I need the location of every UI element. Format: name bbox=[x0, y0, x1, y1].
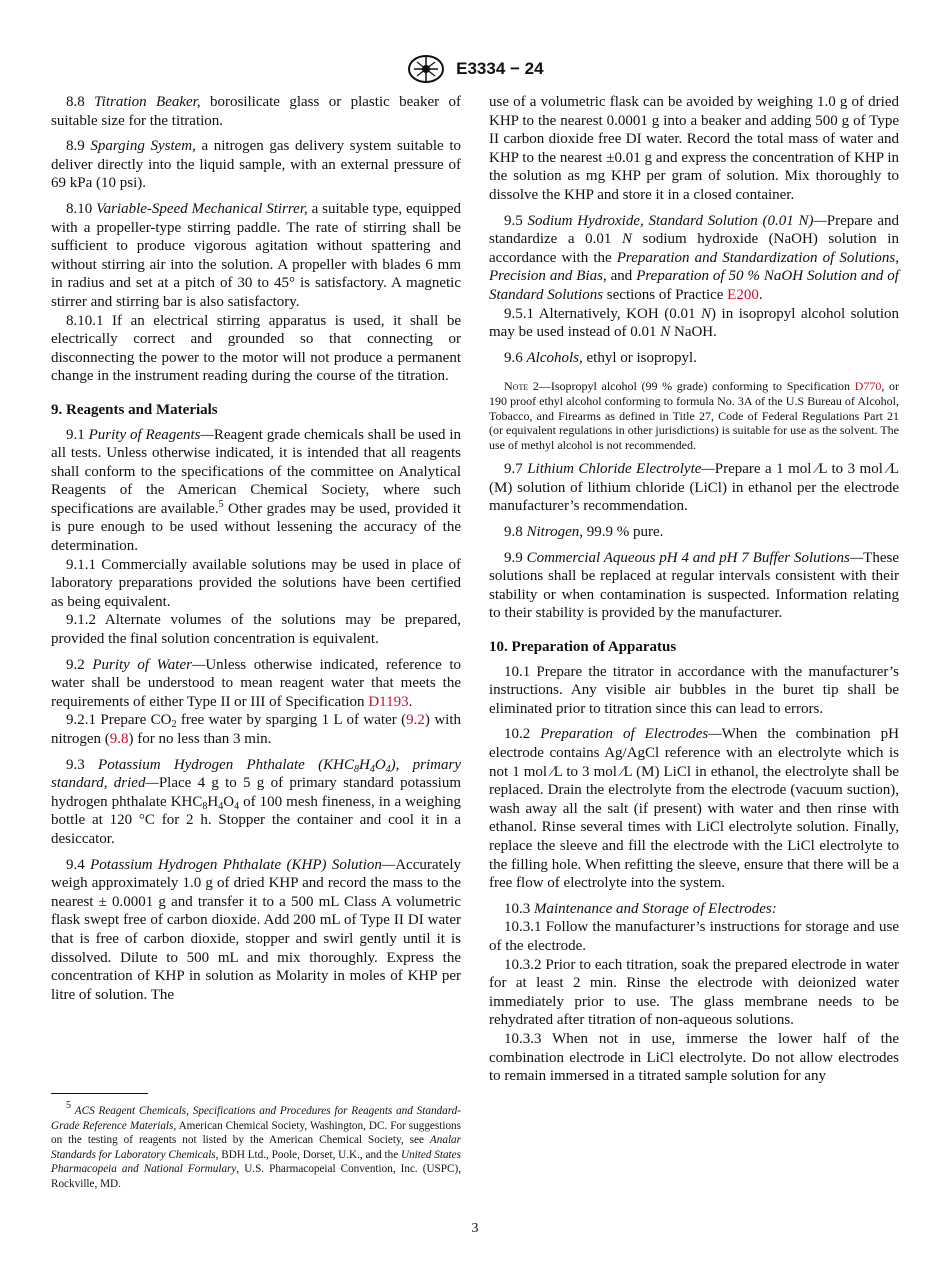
section-8-9: 8.9 Sparging System, a nitrogen gas delivery system suitable to deliver directly into the liquid sample, with an external pressure of 69 kPa (10 psi). bbox=[51, 138, 461, 192]
section-9-5: 9.5 Sodium Hydroxide, Standard Solution (0.01 N)—Prepare and standardize a 0.01 N sodium hydroxide (NaOH) solution in accordance with the Preparation and Standardization of Solutions, Precision and Bias, and Preparation of 50 % NaOH Solution and of Standard Solutions sections of Practice E200. bbox=[489, 212, 899, 303]
section-8-8: 8.8 Titration Beaker, borosilicate glass or plastic beaker of suitable size for the titration. bbox=[51, 94, 461, 129]
section-heading-10: 10. Preparation of Apparatus bbox=[489, 639, 677, 656]
link-e200[interactable]: E200 bbox=[727, 286, 759, 303]
section-9-7: 9.7 Lithium Chloride Electrolyte—Prepare a 1 mol ⁄L to 3 mol ⁄L (M) solution of lithium chloride (LiCl) in ethanol per the electrode manufacturer’s recommendation. bbox=[489, 461, 899, 515]
footnote-ref[interactable]: 5 bbox=[218, 498, 224, 510]
link-d770[interactable]: D770 bbox=[854, 379, 882, 394]
section-9-2: 9.2 Purity of Water—Unless otherwise indicated, reference to water shall be understood to mean reagent water that meets the requirements of either Type II or III of Specification D1193. bbox=[51, 656, 461, 710]
section-9-4: 9.4 Potassium Hydrogen Phthalate (KHP) Solution—Accurately weigh approximately 1.0 g of dried KHP and record the mass to the nearest ± 0.0001 g and transfer it to a 500 mL Class A volumetric flask swept free of carbon dioxide. Add 200 mL of Type II DI water that is free of carbon dioxide, stopper and swirl gently until it is dissolved. Dilute to 500 mL and mix thoroughly. Express the concentration of KHP in solution as Molarity in moles of KHP per litre of solution. The bbox=[51, 856, 461, 1003]
footnote-divider bbox=[51, 1093, 148, 1094]
section-9-9: 9.9 Commercial Aqueous pH 4 and pH 7 Buffer Solutions—These solutions shall be replaced at regular intervals consistent with their stability or when contamination is suspected. Information relating to their stability is provided by the manufacturer. bbox=[489, 549, 899, 622]
section-9-6: 9.6 Alcohols, ethyl or isopropyl. bbox=[504, 349, 697, 366]
section-heading-9: 9. Reagents and Materials bbox=[51, 401, 218, 418]
link-9-2[interactable]: 9.2 bbox=[406, 712, 425, 729]
left-column bbox=[51, 93, 461, 1011]
section-9-2-1: 9.2.1 Prepare $CO_2$ free water by sparging 1 L of water (9.2) with nitrogen (9.8) for no less than 3 min. bbox=[51, 712, 461, 747]
section-8-10: 8.10 Variable-Speed Mechanical Stirrer, a suitable type, equipped with a propeller-type stirring paddle. The rate of stirring shall be sufficient to produce vigorous agitation without spattering and without stirring air into the solution. A propeller with blades 6 mm in radius and set at a pitch of 30 to 45° is satisfactory. A magnetic stirrer and stirring bar is also satisfactory. bbox=[51, 200, 462, 310]
section-10-3-1: 10.3.1 Follow the manufacturer’s instructions for storage and use of the electrode. bbox=[489, 919, 899, 954]
link-d1193[interactable]: D1193 bbox=[368, 693, 409, 710]
section-9-3: 9.3 Potassium Hydrogen Phthalate $(KHC_8H_4O_4)$, primary standard, dried—Place 4 g to 5 g of primary standard potassium hydrogen phthalate $KHC_8H_4O_4$ of 100 mesh fineness, in a weighing bottle at 120 °C for 2 h. Stopper the container and cool it in a desiccator. bbox=[51, 756, 462, 847]
footnote-5: $^5$ ACS Reagent Chemicals, Specifications and Procedures for Reagents and Standard-Grade Reference Materials, American Chemical Society, Washington, DC. For suggestions on the testing of reagents not listed by the American Chemical Society, see Analar Standards for Laboratory Chemicals, BDH Ltd., Poole, Dorset, U.K., and the United States Pharmacopeia and National Formulary, U.S. Pharmacopeial Convention, Inc. (USPC), Rockville, MD. bbox=[51, 1100, 461, 1190]
section-9-5-1: 9.5.1 Alternatively, KOH (0.01 N) in isopropyl alcohol solution may be used instead of 0.01 N NaOH. bbox=[489, 305, 899, 341]
section-8-10-1: 8.10.1 If an electrical stirring apparatus is used, it shall be electrically correct and grounded so that connecting or disconnecting the power to the motor will not produce a permanent change in the instrument reading during the course of the titration. bbox=[51, 312, 461, 385]
right-column bbox=[489, 93, 899, 1086]
link-9-8[interactable]: 9.8 bbox=[109, 731, 129, 747]
section-9-1-1: 9.1.1 Commercially available solutions may be used in place of laboratory preparations provided the solutions have been certified as being equivalent. bbox=[51, 556, 461, 610]
section-10-3-2: 10.3.2 Prior to each titration, soak the prepared electrode in water for at least 2 min. Rinse the electrode with deionized water immediately prior to use. The glass membrane needs to be rehydrated after titration of non-aqueous solutions. bbox=[489, 956, 899, 1029]
note-2: Note 2—Isopropyl alcohol (99 % grade) conforming to Specification D770, or 190 proof ethyl alcohol conforming to formula No. 3A of the U.S Bureau of Alcohol, Tobacco, and Firearms as defined in Title 27, Code of Federal Regulations Part 21 (or equivalent regulations in other jurisdictions) is suitable for use as the solvent. The use of methyl alcohol is not recommended. bbox=[489, 379, 899, 452]
page-header bbox=[0, 54, 950, 84]
standard-designation: E3334 − 24 bbox=[456, 59, 544, 78]
page-number: 3 bbox=[471, 1221, 479, 1236]
astm-logo-icon bbox=[406, 54, 446, 84]
section-10-3: 10.3 Maintenance and Storage of Electrodes: bbox=[504, 900, 777, 917]
section-10-1: 10.1 Prepare the titrator in accordance with the manufacturer’s instructions. Any visible air bubbles in the buret tip shall be eliminated prior to titration since this can lead to errors. bbox=[489, 663, 899, 717]
section-9-1-2: 9.1.2 Alternate volumes of the solutions may be prepared, provided the final solution concentration is equivalent. bbox=[51, 612, 461, 648]
section-9-1: 9.1 Purity of Reagents—Reagent grade chemicals shall be used in all tests. Unless otherwise indicated, it is intended that all reagents shall conform to the specifications of the committee on Analytical Reagents of the American Chemical Society, where such specifications are available.$^5$ Other grades may be used, provided it is pure enough to be used without lessening the accuracy of the determination. bbox=[51, 426, 462, 555]
section-9-8: 9.8 Nitrogen, 99.9 % pure. bbox=[504, 524, 664, 541]
section-9-4-continued: use of a volumetric flask can be avoided by weighing 1.0 g of dried KHP to the nearest 0.0001 g into a beaker and adding 500 g of Type II carbon dioxide free DI water. Record the total mass of water and KHP to the nearest ±0.01 g and express the concentration of KHP in the solution as mg KHP per gram of solution. Mix thoroughly to dissolve the KHP and store it in a closed container. bbox=[489, 94, 899, 203]
section-10-3-3: 10.3.3 When not in use, immerse the lower half of the combination electrode in LiCl electrolyte. Do not allow electrodes to remain immersed in a titrated sample solution for any bbox=[489, 1030, 899, 1085]
section-10-2: 10.2 Preparation of Electrodes—When the combination pH electrode contains Ag/AgCl reference with an electrolyte which is not 1 mol ⁄L to 3 mol ⁄L (M) LiCl in ethanol, the electrolyte shall be replaced. Drain the electrolyte from the electrode (vacuum suction), wash away all the salt (if present) with water and then rinse with ethanol. Rinse several times with LiCl electrolyte solution. Finally, replace the sleeve and fill the electrode with the LiCl electrolyte to the filling hole. When refitting the sleeve, ensure that there will be a free flow of electrolyte into the system. bbox=[489, 726, 899, 892]
